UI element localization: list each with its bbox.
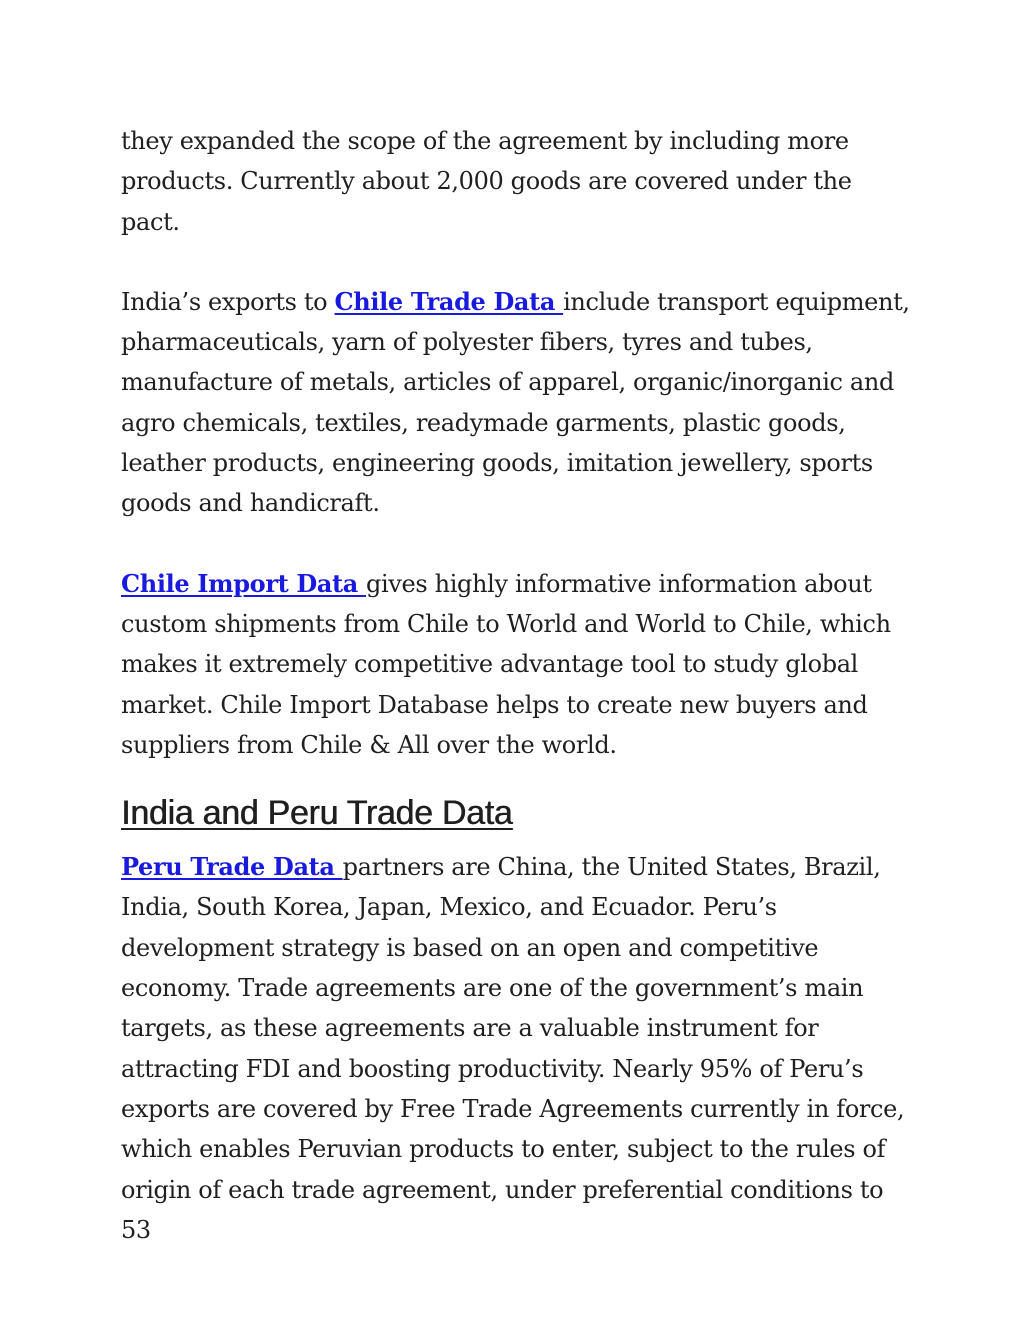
section-heading-india-peru: India and Peru Trade Data <box>121 794 513 833</box>
paragraph-agreement-scope <box>121 121 911 242</box>
paragraph-peru-trade-body: partners are China, the United States, Brazil, India, South Korea, Japan, Mexico, and Ecuador. Peru’s development strategy is based on an open and competitive economy. Trade agreements are one of the government’s main targets, as these agreements are a valuable instrument for attracting FDI and boosting productivity. Nearly 95% of Peru’s exports are covered by Free Trade Agreements currently in force, which enables Peruvian products to enter, subject to the rules of origin of each trade agreement, under preferential conditions to 53 <box>121 853 905 1244</box>
paragraph-gap <box>121 242 911 282</box>
paragraph-chile-import-body: gives highly informative information about custom shipments from Chile to World and World to Chile, which makes it extremely competitive advantage tool to study global market. Chile Import Database helps to create new buyers and suppliers from Chile & All over the world. <box>121 569 891 759</box>
paragraph-peru-trade-partners <box>121 847 911 1250</box>
paragraph-agreement-scope-text: they expanded the scope of the agreement by including more products. Currently about 2,000 goods are covered under the pact. <box>121 127 852 236</box>
chile-trade-data-link[interactable]: Chile Trade Data <box>334 286 564 316</box>
paragraph-gap <box>121 524 911 564</box>
document-page <box>121 121 911 1250</box>
paragraph-india-exports-body: include transport equipment, pharmaceuticals, yarn of polyester fibers, tyres and tubes, manufacture of metals, articles of apparel, organic/inorganic and agro chemicals, textiles, readymade garments, plastic goods, leather products, engineering goods, imitation jewellery, sports goods and handicraft. <box>121 287 910 518</box>
chile-import-data-link[interactable]: Chile Import Data <box>121 568 366 598</box>
paragraph-india-exports-lead: India’s exports to <box>121 287 335 316</box>
paragraph-chile-import-data <box>121 564 911 765</box>
peru-trade-data-link[interactable]: Peru Trade Data <box>121 852 343 882</box>
paragraph-india-exports-chile <box>121 282 911 524</box>
